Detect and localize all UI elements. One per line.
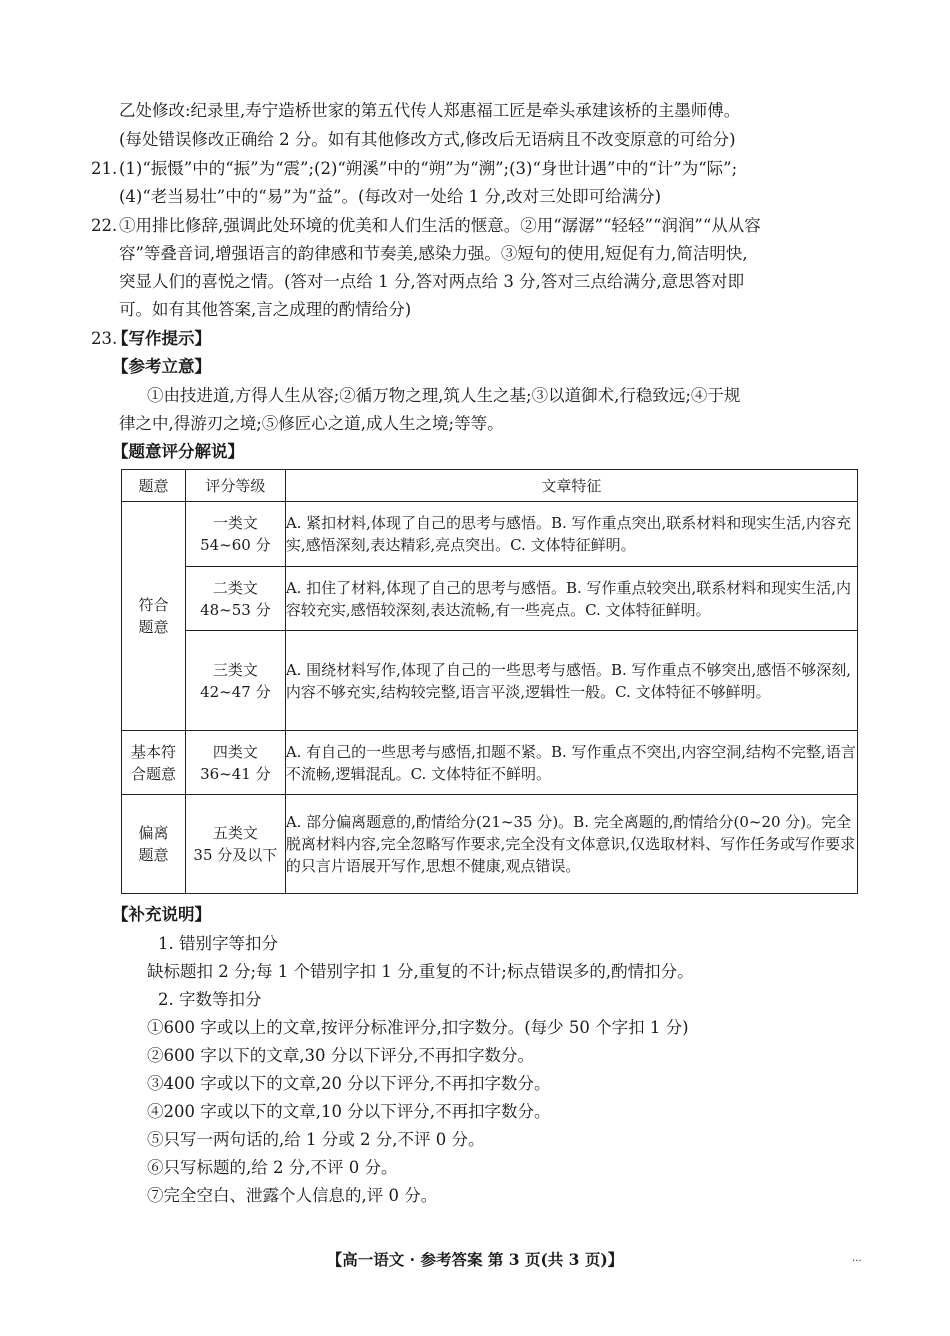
q22-line-2: 容”等叠音词,增强语言的韵律感和节奏美,感染力强。③短句的使用,短促有力,简洁明快, [119,244,748,263]
grade-cell [185,795,285,894]
intro-line-2: (每处错误修改正确给 2 分。如有其他修改方式,修改后无语病且不改变原意的可给分) [119,130,736,149]
features-cell: A. 有自己的一些思考与感悟,扣题不紧。B. 写作重点不突出,内容空洞,结构不完整,语言不流畅,逻辑混乱。C. 文体特征不鲜明。 [285,731,857,795]
supplement-heading: 【补充说明】 [112,905,211,924]
q21-number: 21. [91,159,118,178]
page-footer: 【高一语文 · 参考答案 第 3 页(共 3 页)】 [326,1250,624,1269]
supplement-section-2-title: 2. 字数等扣分 [158,990,262,1009]
grading-table [121,469,858,894]
grade-range: 54~60 分 [200,536,271,554]
supplement-item: ⑦完全空白、泄露个人信息的,评 0 分。 [147,1186,438,1205]
reference-ideas-heading: 【参考立意】 [112,357,211,376]
features-cell: A. 围绕材料写作,体现了自己的一些思考与感悟。B. 写作重点不够突出,感悟不够深刻,内容不够充实,结构较完整,语言平淡,逻辑性一般。C. 文体特征不够鲜明。 [285,631,857,731]
table-header-row [122,470,858,502]
q22-line-1: ①用排比修辞,强调此处环境的优美和人们生活的惬意。②用“潺潺”“轻轻”“润润”“从从容 [119,216,761,235]
grade-name: 五类文 [212,824,258,842]
intro-line-1: 乙处修改:纪录里,寿宁造桥世家的第五代传人郑惠福工匠是牵头承建该桥的主墨师傅。 [119,101,741,120]
grade-range: 35 分及以下 [193,846,278,864]
header-topic: 题意 [122,470,186,502]
grade-cell [185,731,285,795]
ideas-line-2: 律之中,得游刃之境;⑤修匠心之道,成人生之境;等等。 [119,414,504,433]
grade-cell [185,567,285,631]
supplement-section-1-title: 1. 错别字等扣分 [158,934,278,953]
q22-line-4: 可。如有其他答案,言之成理的酌情给分) [119,300,412,319]
table-row [122,631,858,731]
supplement-item: ⑥只写标题的,给 2 分,不评 0 分。 [147,1158,398,1177]
group-basic-topic: 基本符 合题意 [122,731,186,795]
table-row [122,731,858,795]
grade-name: 二类文 [212,578,258,597]
supplement-item: ②600 字以下的文章,30 分以下评分,不再扣字数分。 [147,1046,534,1065]
features-cell: A. 部分偏离题意的,酌情给分(21~35 分)。B. 完全离题的,酌情给分(0~20 分)。完全脱离材料内容,完全忽略写作要求,完全没有文体意识,仅选取材料、写作任务或写作要求的只言片语展开写作,思想不健康,观点错误。 [285,795,857,894]
ideas-line-1: ①由技进道,方得人生从容;②循万物之理,筑人生之基;③以道御术,行稳致远;④于规 [147,386,741,405]
grade-name: 三类文 [212,660,258,679]
q22-line-3: 突显人们的喜悦之情。(答对一点给 1 分,答对两点给 3 分,答对三点给满分,意思答对即 [119,272,745,291]
footer-dots: ... [852,1253,862,1264]
group-fit-topic: 符合 题意 [122,502,186,731]
grading-heading: 【题意评分解说】 [112,442,244,461]
writing-tips-heading: 【写作提示】 [112,329,211,348]
grade-name: 一类文 [212,514,258,532]
supplement-item: ⑤只写一两句话的,给 1 分或 2 分,不评 0 分。 [147,1130,485,1149]
supplement-item: ④200 字或以下的文章,10 分以下评分,不再扣字数分。 [147,1102,551,1121]
supplement-item: ③400 字或以下的文章,20 分以下评分,不再扣字数分。 [147,1074,551,1093]
q21-line-2: (4)“老当易壮”中的“易”为“益”。(每改对一处给 1 分,改对三处即可给满分) [119,187,662,206]
table-row [122,567,858,631]
grade-range: 36~41 分 [200,764,271,783]
header-grade: 评分等级 [185,470,285,502]
q21-line-1: (1)“振慑”中的“振”为“震”;(2)“朔溪”中的“朔”为“溯”;(3)“身世计遇”中的“计”为“际”; [119,159,738,178]
features-cell: A. 紧扣材料,体现了自己的思考与感悟。B. 写作重点突出,联系材料和现实生活,内容充实,感悟深刻,表达精彩,亮点突出。C. 文体特征鲜明。 [285,502,857,567]
table-row [122,795,858,894]
header-features: 文章特征 [285,470,857,502]
grade-name: 四类文 [212,742,258,761]
grade-cell [185,631,285,731]
group-off-topic: 偏离 题意 [122,795,186,894]
q23-number: 23. [91,329,118,348]
grade-cell [185,502,285,567]
supplement-section-1-text: 缺标题扣 2 分;每 1 个错别字扣 1 分,重复的不计;标点错误多的,酌情扣分。 [147,962,694,981]
features-cell: A. 扣住了材料,体现了自己的思考与感悟。B. 写作重点较突出,联系材料和现实生活,内容较充实,感悟较深刻,表达流畅,有一些亮点。C. 文体特征鲜明。 [285,567,857,631]
supplement-item: ①600 字或以上的文章,按评分标准评分,扣字数分。(每少 50 个字扣 1 分) [147,1018,689,1037]
table-row [122,502,858,567]
grade-range: 42~47 分 [200,682,271,701]
q22-number: 22. [91,216,118,235]
grade-range: 48~53 分 [200,600,271,619]
